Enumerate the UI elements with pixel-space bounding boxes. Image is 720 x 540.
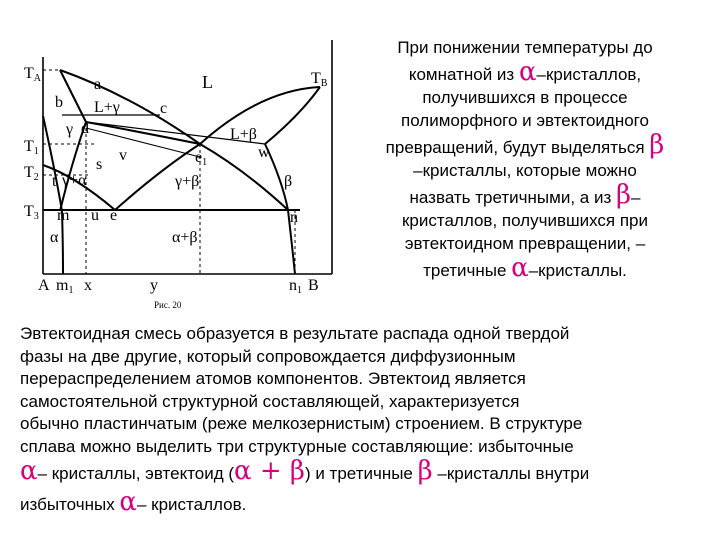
region-l-beta: L+β: [230, 126, 257, 143]
region-alpha: α: [50, 229, 59, 246]
right-line-8: кристаллов, получившихся при: [401, 211, 649, 230]
gamma-solvus-right-lower: [200, 144, 288, 210]
liquidus-right: [200, 87, 320, 144]
beta-symbol: β: [649, 130, 665, 160]
right-line-1: При понижении температуры до: [397, 38, 653, 57]
point-c: c: [160, 100, 168, 117]
diagram-labels: [24, 65, 328, 296]
region-beta: β: [284, 173, 293, 190]
body-line-4: самостоятельной структурной составляющей, характеризуется: [20, 391, 520, 411]
body-line-7: α– кристаллы, эвтектоид (α + β) и третичные β –кристаллы внутри: [20, 456, 590, 486]
body-line-1: Эвтектоидная смесь образуется в результате распада одной твердой: [20, 324, 570, 343]
right-line-2: комнатной из α–кристаллов,: [408, 57, 642, 87]
label-tb: TB: [311, 70, 328, 89]
right-line-4: полиморфного и эвтектоидного: [401, 111, 649, 130]
region-alpha-beta: α+β: [172, 229, 198, 246]
point-m: m: [57, 207, 70, 224]
region-gamma: γ: [66, 121, 74, 138]
beta-symbol: β: [615, 180, 631, 210]
phase-diagram: [0, 0, 345, 320]
body-line-2: фазы на две другие, который сопровождается диффузионным: [20, 346, 516, 366]
solidus-right: [265, 87, 320, 144]
alpha-symbol: α: [119, 487, 137, 517]
alpha-plus-beta-symbol: α + β: [234, 456, 305, 486]
label-t3: T3: [24, 203, 39, 222]
body-line-8: избыточных α– кристаллов.: [20, 487, 247, 517]
point-e: e: [110, 207, 118, 224]
region-gamma-alpha: γ+α: [62, 172, 87, 189]
region-l-gamma: L+γ: [94, 99, 120, 116]
label-t1: T1: [24, 138, 39, 157]
right-paragraph: [345, 36, 705, 282]
right-line-10: третичные α–кристаллы.: [423, 253, 627, 283]
right-line-3: получившихся в процессе: [422, 88, 628, 107]
axis-label-a: A: [38, 277, 50, 294]
right-line-7: назвать третичными, а из β–: [409, 180, 641, 210]
axis-label-y: y: [150, 277, 158, 294]
main-paragraph: [20, 323, 710, 520]
body-line-5: обычно пластинчатым (реже мелкозернистым) строением. В структуре: [20, 414, 583, 433]
alpha-symbol: α: [511, 253, 529, 283]
point-v: v: [119, 147, 127, 164]
right-line-6: –кристаллы, которые можно: [413, 161, 637, 180]
point-b: b: [55, 94, 63, 111]
label-ta: TA: [24, 65, 42, 84]
point-t: t: [52, 173, 57, 190]
alpha-symbol: α: [518, 57, 537, 87]
point-e1: e1: [195, 149, 208, 168]
figure-caption: Рис. 20: [154, 300, 182, 310]
beta-symbol: β: [417, 456, 433, 486]
axis-label-b: B: [308, 277, 319, 294]
point-s: s: [96, 156, 103, 173]
point-d: d: [81, 120, 89, 137]
body-line-3: перераспределением атомов компонентов. Эвтектоид является: [20, 369, 526, 388]
point-n: n: [290, 209, 298, 226]
point-w: w: [258, 144, 270, 161]
region-gamma-beta: γ+β: [175, 173, 200, 190]
alpha-symbol: α: [20, 456, 38, 486]
axis-label-x: x: [84, 277, 92, 294]
right-line-9: эвтектоидном превращении, –: [404, 234, 646, 253]
alpha-solvus-upper: [43, 116, 62, 211]
point-a: a: [94, 76, 102, 93]
body-line-6: сплава можно выделить три структурные составляющие: избыточные: [20, 436, 574, 456]
axis-label-m1: m1: [56, 277, 74, 296]
axis-label-n1: n1: [289, 277, 302, 296]
label-t2: T2: [24, 164, 39, 183]
region-l: L: [202, 72, 213, 92]
point-u: u: [91, 207, 99, 224]
right-line-5: превращений, будут выделяться β: [385, 130, 665, 160]
